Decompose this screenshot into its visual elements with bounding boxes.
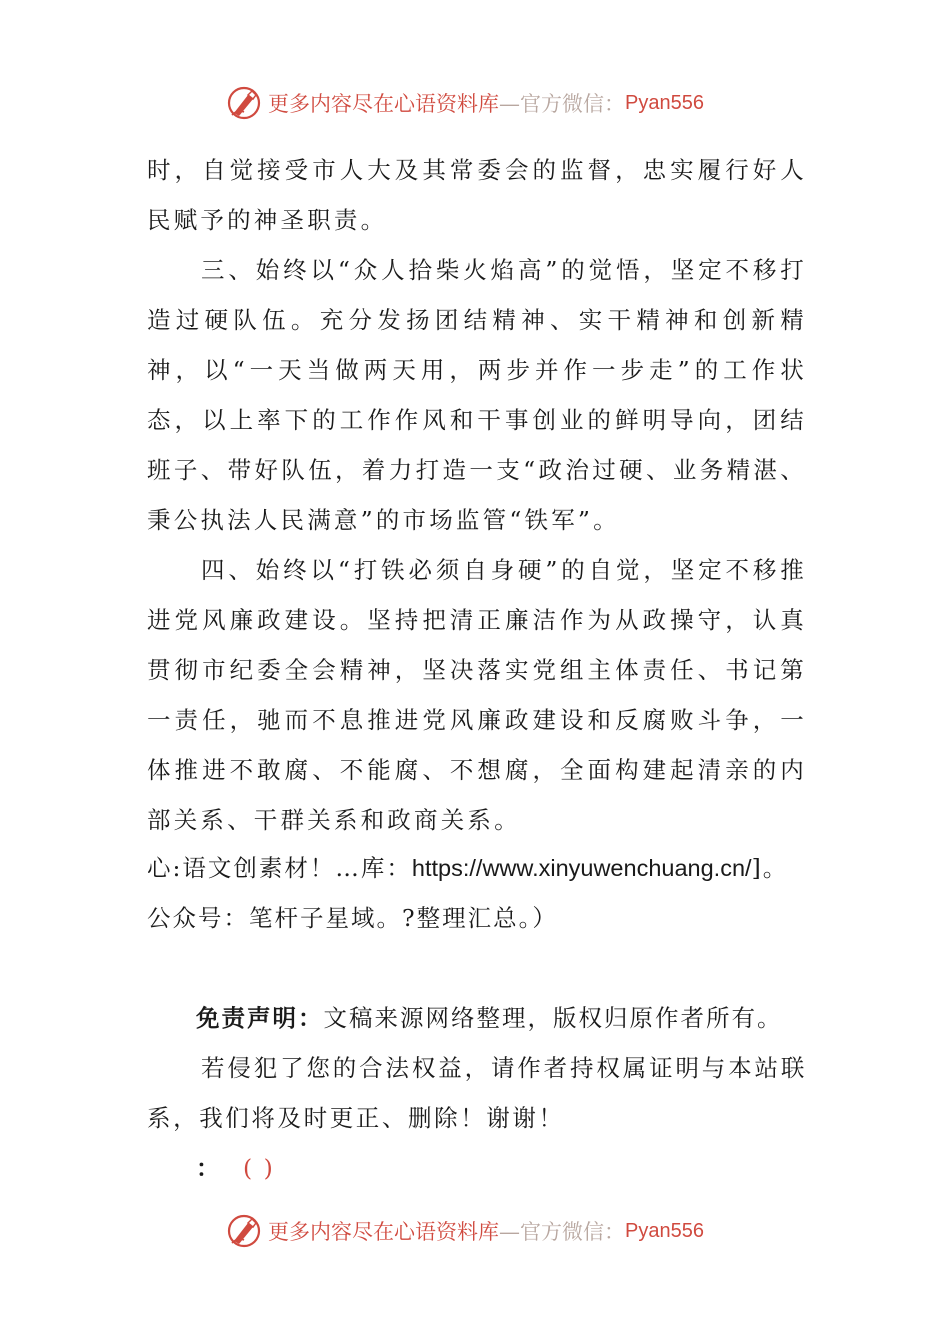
banner-wechat-label: —官方微信：: [499, 1220, 625, 1244]
footer-colon: ：: [196, 1154, 222, 1182]
wechat-line: 公众号：笔杆子星域。?整理汇总。）: [147, 904, 558, 932]
paragraph-section-three: 三、始终以“众人拾柴火焰高”的觉悟，坚定不移打造过硬队伍。充分发扬团结精神、实干精神和创新精神，以“一天当做两天用，两步并作一步走”的工作状态，以上率下的工作作风和干事创业的鲜明导向，团结班子、带好队伍，着力打造一支“政治过硬、业务精湛、秉公执法人民满意”的市场监管“铁军”。: [147, 256, 807, 534]
disclaimer-contact: 若侵犯了您的合法权益，请作者持权属证明与本站联系，我们将及时更正、删除！谢谢！: [147, 1054, 807, 1132]
source-suffix: ]。: [751, 854, 789, 882]
disclaimer-label: 免责声明：: [196, 1004, 324, 1032]
disclaimer-text: 文稿来源网络整理，版权归原作者所有。: [323, 1004, 783, 1032]
paragraph-section-four: 四、始终以“打铁必须自身硬”的自觉，坚定不移推进党风廉政建设。坚持把清正廉洁作为从政操守，认真贯彻市纪委全会精神，坚决落实党组主体责任、书记第一责任，驰而不息推进党风廉政建设和反腐败斗争，一体推进不敢腐、不能腐、不想腐，全面构建起清亲的内部关系、干群关系和政商关系。: [147, 556, 807, 834]
footer-parentheses: ( ): [242, 1154, 275, 1182]
disclaimer-line: [196, 993, 783, 1043]
footer-mark: [196, 1143, 275, 1193]
banner-wechat-label: —官方微信：: [499, 92, 625, 116]
header-banner: [226, 83, 746, 123]
banner-wechat-id: Pyan556: [625, 1219, 704, 1242]
source-url-link[interactable]: https://www.xinyuwenchuang.cn/: [411, 855, 752, 881]
banner-wechat-id: Pyan556: [625, 91, 704, 114]
banner-title: 更多内容尽在心语资料库: [268, 92, 499, 116]
pen-nib-icon: [226, 85, 262, 121]
source-prefix: 心:语文创素材！…库：: [147, 854, 412, 882]
banner-title: 更多内容尽在心语资料库: [268, 1220, 499, 1244]
source-line: [147, 843, 788, 893]
paragraph-continuation: 时，自觉接受市人大及其常委会的监督，忠实履行好人民赋予的神圣职责。: [147, 156, 807, 234]
footer-banner: [226, 1211, 746, 1251]
pen-nib-icon: [226, 1213, 262, 1249]
